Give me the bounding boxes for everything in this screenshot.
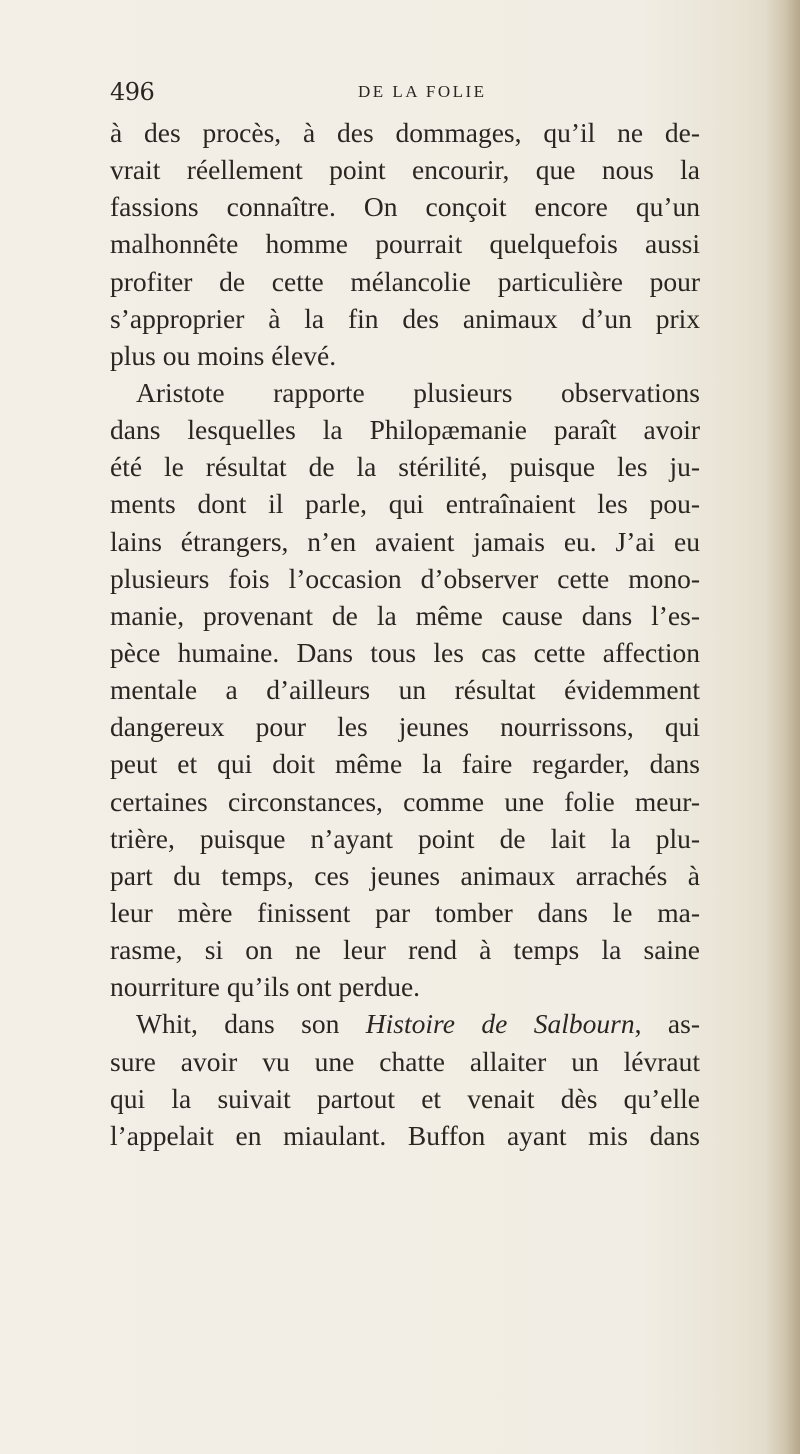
- paragraph-end-line: plus ou moins élevé.: [110, 339, 337, 371]
- text-line: part du temps, ces jeunes animaux arrachés à: [110, 859, 700, 891]
- text-line: manie, provenant de la même cause dans l’es-: [110, 599, 700, 631]
- text-line: lains étrangers, n’en avaient jamais eu. J’ai eu: [110, 525, 700, 557]
- paragraph-start-line: Aristote rapporte plusieurs observations: [136, 376, 700, 408]
- text-line: trière, puisque n’ayant point de lait la plu-: [110, 822, 700, 854]
- page-edge-shadow: [766, 0, 800, 1454]
- text-line: à des procès, à des dommages, qu’il ne de-: [110, 117, 700, 148]
- text-line: mentale a d’ailleurs un résultat évidemment: [110, 674, 700, 706]
- book-title-italic: Histoire de Salbourn: [365, 1008, 635, 1040]
- text-line: s’approprier à la fin des animaux d’un prix: [110, 302, 700, 334]
- text-line: dangereux pour les jeunes nourrissons, qui: [110, 711, 700, 743]
- text-line: malhonnête homme pourrait quelquefois aussi: [110, 228, 700, 260]
- text-line: leur mère finissent par tomber dans le ma-: [110, 896, 700, 928]
- text-line: rasme, si on ne leur rend à temps la saine: [110, 934, 700, 966]
- running-head: [110, 78, 670, 114]
- text-line: profiter de cette mélancolie particulière pour: [110, 265, 700, 297]
- text-line: ments dont il parle, qui entraînaient les pou-: [110, 488, 700, 520]
- text-line: été le résultat de la stérilité, puisque les ju-: [110, 451, 700, 483]
- paragraph-end-line: nourriture qu’ils ont perdue.: [110, 971, 421, 1003]
- whit-text-end: , as-: [634, 1008, 700, 1040]
- text-line: l’appelait en miaulant. Buffon ayant mis dans: [110, 1119, 700, 1151]
- text-line: qui la suivait partout et venait dès qu’elle: [110, 1082, 700, 1114]
- text-line: vrait réellement point encourir, que nous la: [110, 154, 700, 186]
- text-line: certaines circonstances, comme une folie meur-: [110, 785, 700, 817]
- paragraph-start-line: [110, 1005, 700, 1042]
- text-line: dans lesquelles la Philopæmanie paraît avoir: [110, 414, 700, 446]
- text-line: plusieurs fois l’occasion d’observer cette mono-: [110, 562, 700, 594]
- whit-text: Whit, dans son: [136, 1008, 366, 1040]
- page-number: 496: [110, 78, 155, 106]
- text-line: peut et qui doit même la faire regarder, dans: [110, 748, 700, 780]
- text-line: sure avoir vu une chatte allaiter un lévraut: [110, 1045, 700, 1077]
- body-text: [110, 114, 700, 1154]
- running-title: DE LA FOLIE: [358, 82, 487, 101]
- text-line: fassions connaître. On conçoit encore qu’un: [110, 191, 700, 223]
- text-line: pèce humaine. Dans tous les cas cette affection: [110, 636, 700, 668]
